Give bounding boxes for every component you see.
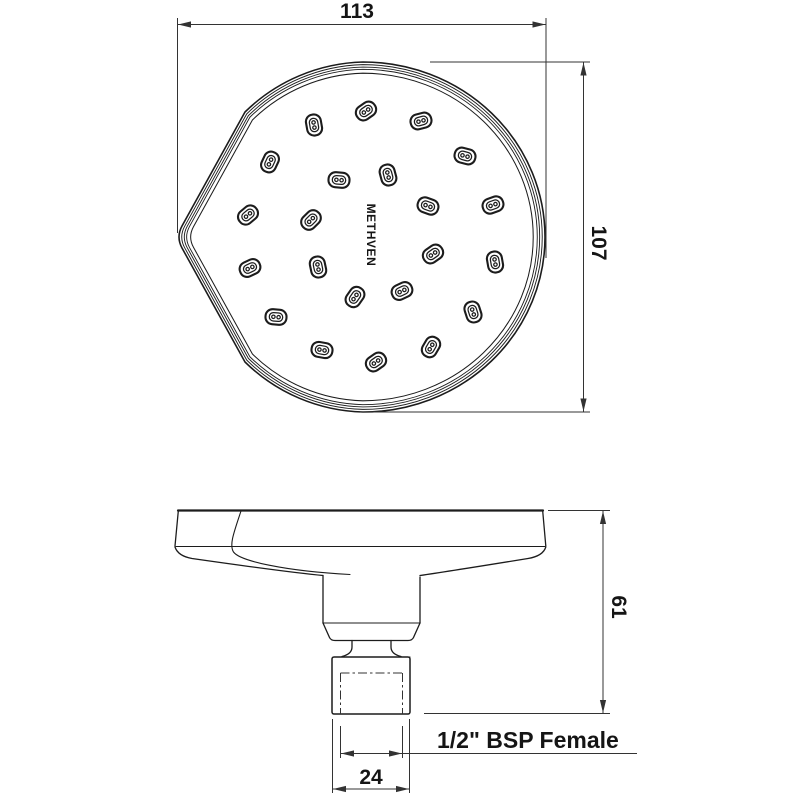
nozzle-outer-ring [363,350,389,374]
nozzle [265,309,287,326]
nozzle-outer-ring [343,284,367,310]
nozzle-outer-ring [298,207,323,232]
nozzle-outer-ring [328,172,350,189]
nozzle [416,195,441,216]
nozzle-outer-ring [378,163,398,187]
nozzle-outer-ring [481,194,506,215]
nozzle-outer-ring [310,341,333,359]
nozzle-outer-ring [420,242,446,266]
nozzle-outer-ring [353,99,379,123]
dim-thread [341,726,638,758]
nozzle-outer-ring [486,250,504,273]
brand-logo-text: METHVEN [364,203,378,267]
side-head-right-edge [543,511,546,546]
stem-flare-right [391,641,401,657]
side-head-tip-profile-curve [232,511,350,575]
nozzle [237,257,262,279]
nozzle-outer-ring [305,113,323,136]
nozzle-outer-ring [308,255,327,279]
nozzle [353,99,379,123]
nozzle [463,300,484,325]
nozzle-outer-ring [463,300,484,325]
nozzle [378,163,398,187]
nozzle [259,149,281,174]
nozzle-outer-ring [259,149,281,174]
nozzle [409,111,433,131]
dim-connector-width [333,719,410,793]
nozzle [235,203,261,228]
nozzle [308,255,327,279]
side-head-left-edge [175,511,178,546]
nozzle [481,194,506,215]
side-head-bottom-left-curve [175,547,323,576]
dimension-value-side-height: 61 [607,595,630,619]
dim-side-height [424,511,630,714]
top-view [179,62,545,412]
nozzle [310,341,333,359]
connector-body [332,657,410,714]
nozzle [420,242,446,266]
nozzle [328,172,350,189]
nozzle-outer-ring [419,334,442,360]
nozzle [486,250,504,273]
nozzle [343,284,367,310]
side-head-bottom-right-curve [420,547,546,576]
thread-spec-label: 1/2" BSP Female [437,727,619,753]
nozzle-outer-ring [389,280,414,302]
nozzle [389,280,414,302]
nozzle-outer-ring [409,111,433,131]
nozzle [363,350,389,374]
side-view [175,511,546,715]
neck-taper [323,623,420,641]
stem-flare-left [342,641,352,657]
nozzle [453,146,477,166]
dimension-value-connector-width: 24 [359,766,383,789]
dimension-value-head-width: 113 [340,0,374,23]
nozzle-outer-ring [235,203,261,228]
nozzle-outer-ring [416,195,441,216]
nozzle-outer-ring [265,309,287,326]
dimension-value-head-height: 107 [587,225,610,261]
nozzle-outer-ring [453,146,477,166]
nozzle [305,113,323,136]
nozzle [419,334,442,360]
nozzle-outer-ring [237,257,262,279]
nozzle [298,207,323,232]
